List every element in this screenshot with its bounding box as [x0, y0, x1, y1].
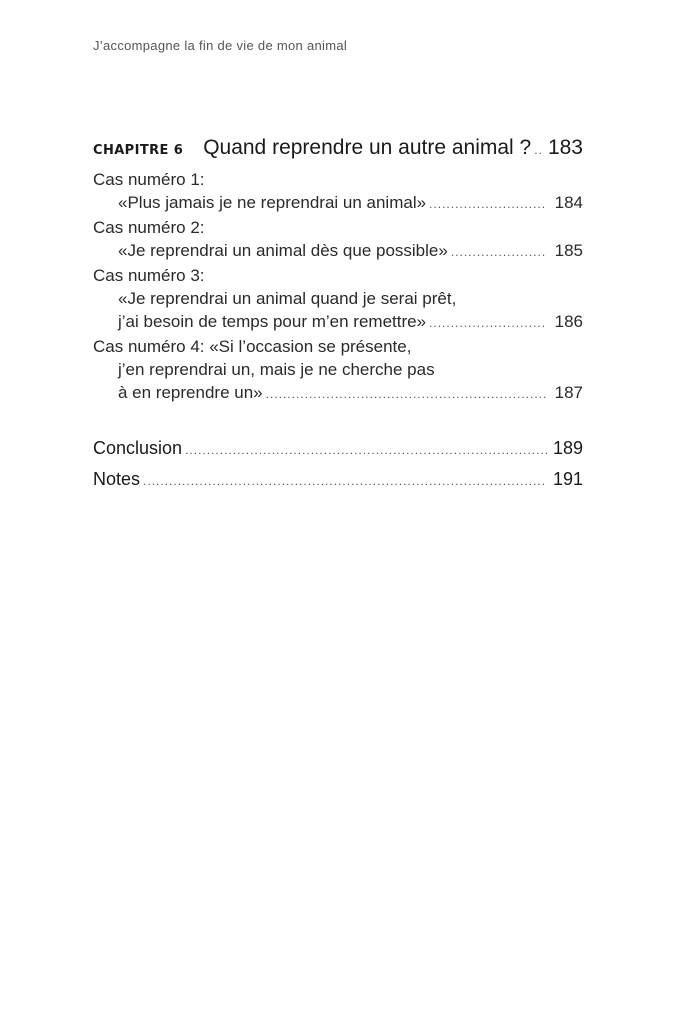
- back-matter: [93, 434, 583, 496]
- table-of-contents: [93, 136, 583, 496]
- dot-leader: [534, 143, 542, 157]
- case-title-line: j’en reprendrai un, mais je ne cherche pas: [118, 360, 435, 379]
- back-matter-page-number: 191: [552, 469, 583, 489]
- chapter-kicker: CHAPITRE 6: [93, 143, 184, 158]
- case-title-line: «Plus jamais je ne reprendrai un animal»: [118, 193, 427, 212]
- case-title-line: «Je reprendrai un animal dès que possible»: [118, 241, 448, 260]
- case-heading: Cas numéro 4: «Si l’occasion se présente,: [93, 337, 412, 356]
- chapter-title: Quand reprendre un autre animal ?: [203, 136, 532, 159]
- case-page-number: 185: [554, 241, 583, 260]
- chapter-entry[interactable]: [93, 136, 583, 160]
- case-heading: Cas numéro 3:: [93, 266, 205, 285]
- running-head: J’accompagne la fin de vie de mon animal: [93, 38, 348, 53]
- dot-leader: [429, 193, 547, 216]
- toc-entry-case-3[interactable]: [93, 264, 583, 335]
- case-page-number: 186: [554, 312, 583, 331]
- case-page-number: 184: [554, 193, 583, 212]
- toc-entry-conclusion[interactable]: [93, 434, 583, 465]
- toc-entry-case-1[interactable]: [93, 168, 583, 216]
- case-heading: Cas numéro 2:: [93, 218, 205, 237]
- case-page-number: 187: [554, 383, 583, 402]
- back-matter-label: Conclusion: [93, 438, 183, 458]
- dot-leader: [266, 383, 547, 406]
- dot-leader: [451, 241, 547, 264]
- case-title-line: «Je reprendrai un animal quand je serai prêt,: [118, 289, 457, 308]
- case-heading: Cas numéro 1:: [93, 170, 205, 189]
- case-title-line: j’ai besoin de temps pour m’en remettre»: [118, 312, 427, 331]
- toc-entry-case-4[interactable]: [93, 335, 583, 406]
- case-title-line: à en reprendre un»: [118, 383, 263, 402]
- toc-entry-notes[interactable]: [93, 465, 583, 496]
- chapter-page-number: 183: [547, 136, 583, 159]
- back-matter-label: Notes: [93, 469, 141, 489]
- dot-leader: [429, 312, 547, 335]
- back-matter-page-number: 189: [552, 438, 583, 458]
- dot-leader: [185, 436, 547, 465]
- dot-leader: [143, 467, 547, 496]
- toc-entry-case-2[interactable]: [93, 216, 583, 264]
